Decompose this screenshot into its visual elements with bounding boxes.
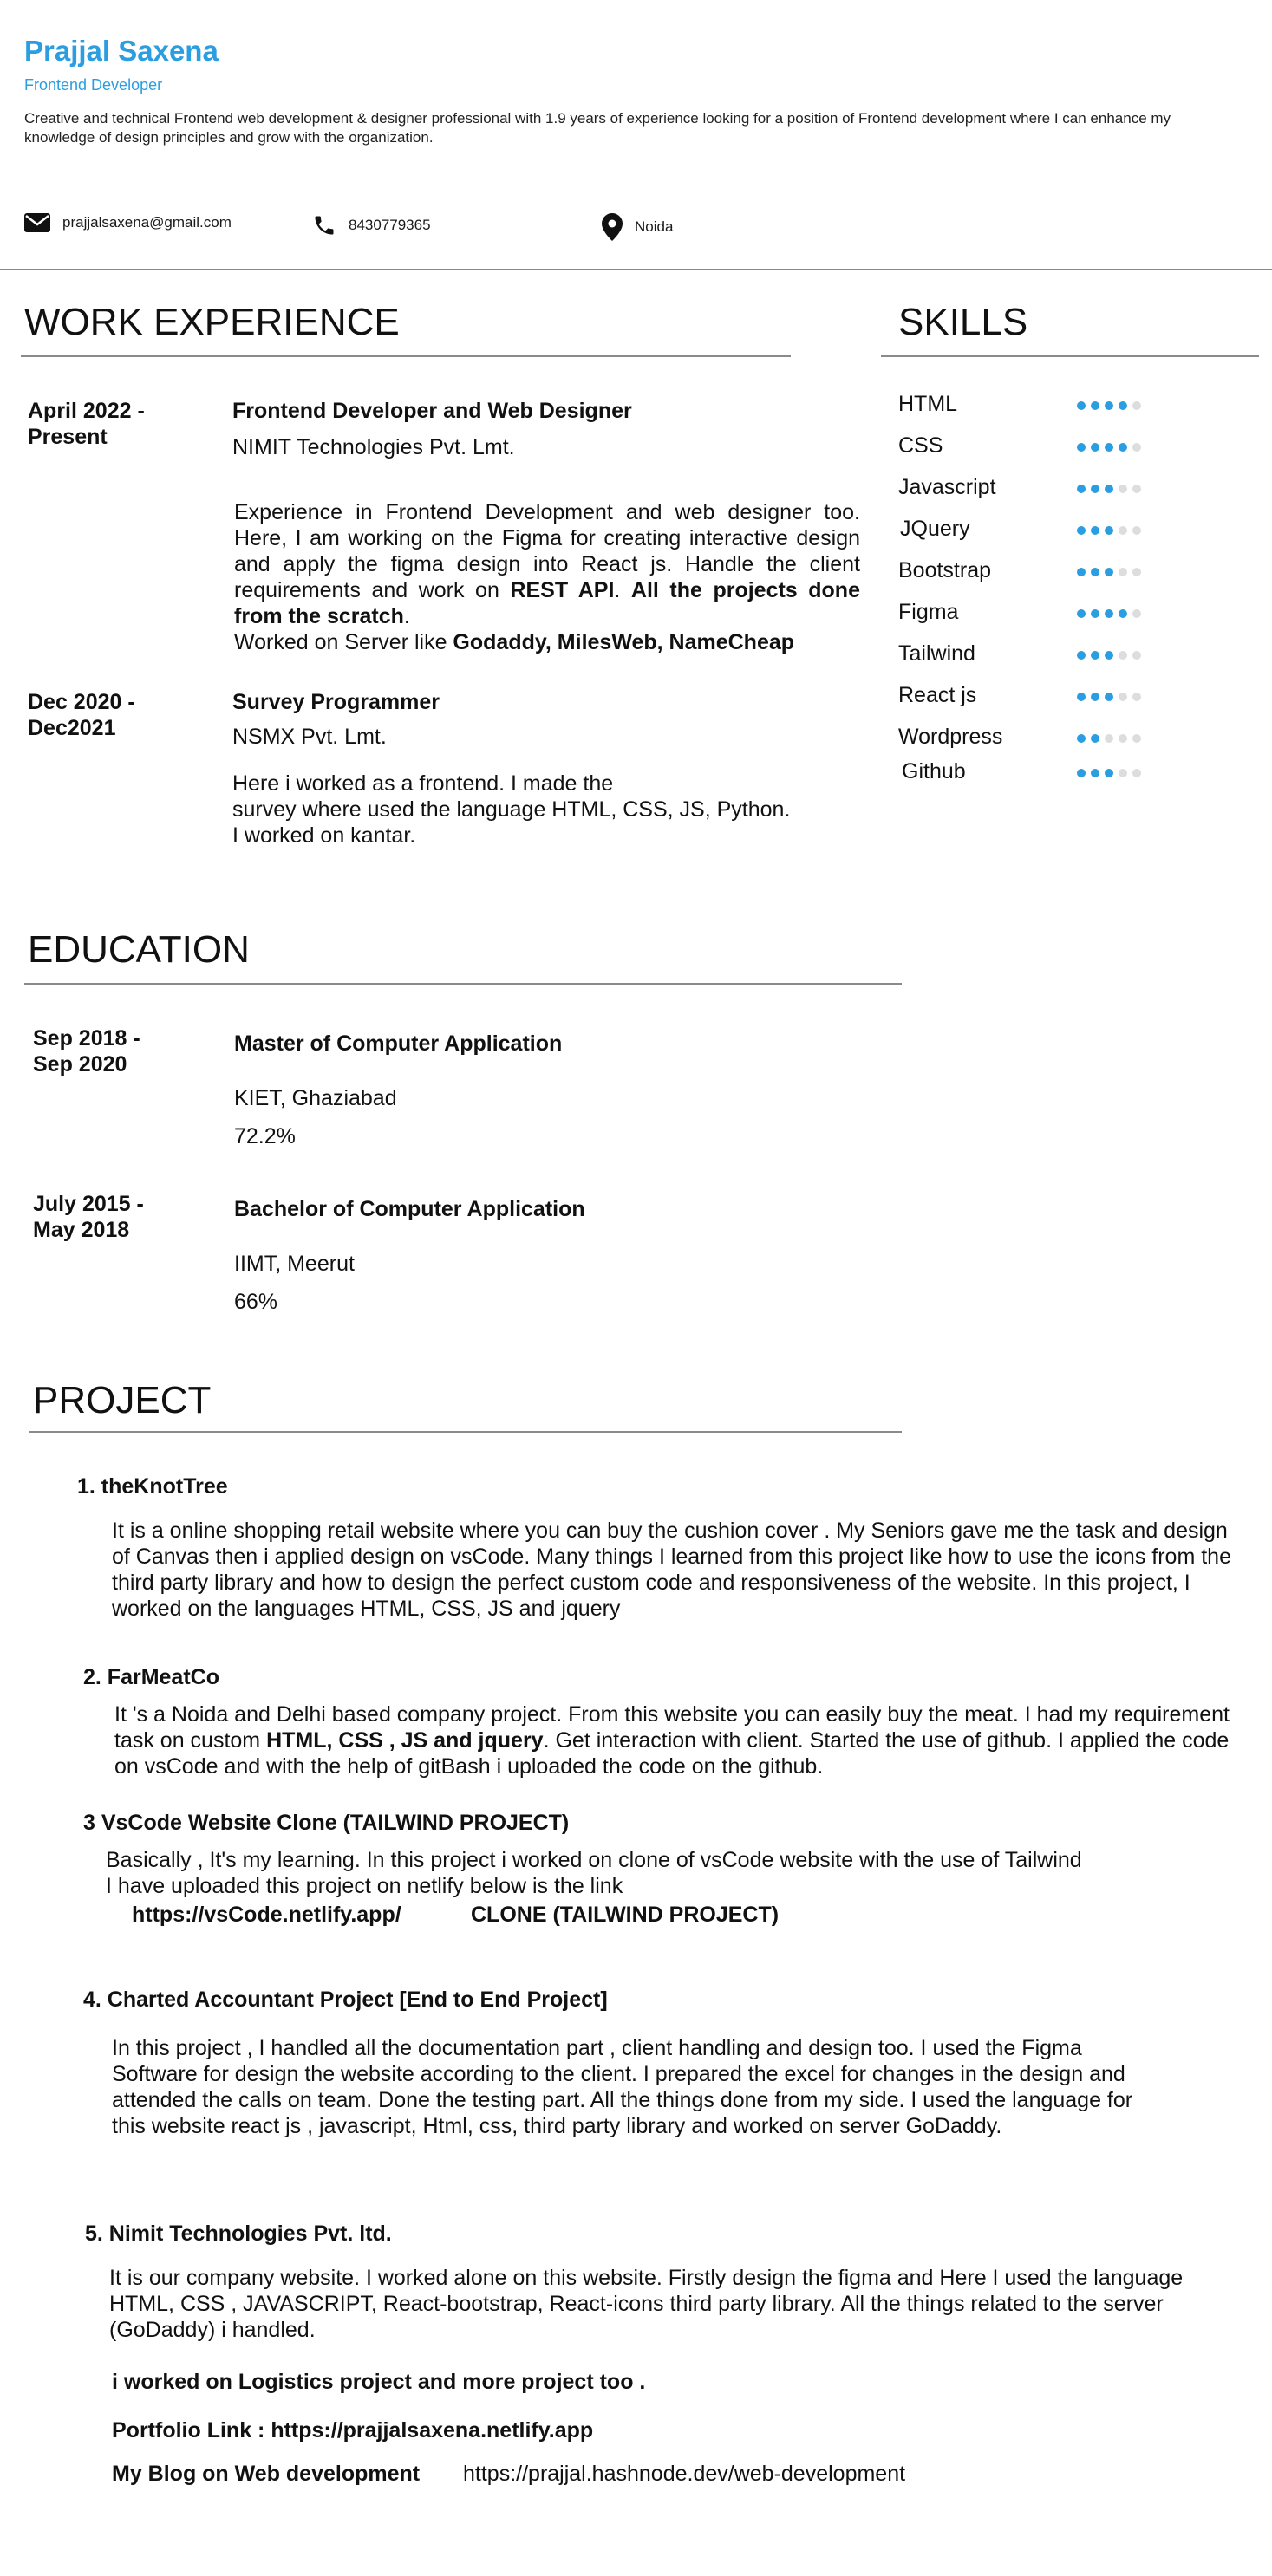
- rating-dot-empty: [1132, 769, 1141, 777]
- rating-dot-filled: [1091, 401, 1099, 410]
- project-title: 3 VsCode Website Clone (TAILWIND PROJECT): [83, 1811, 570, 1835]
- rating-dot-empty: [1105, 734, 1113, 743]
- skill-name: Figma: [898, 600, 959, 624]
- rating-dot-filled: [1077, 568, 1086, 576]
- rating-dot-filled: [1119, 443, 1127, 452]
- education-heading: EDUCATION: [28, 928, 250, 971]
- rating-dot-filled: [1091, 526, 1099, 535]
- rating-dot-empty: [1119, 769, 1127, 777]
- skills-heading-rule: [881, 355, 1259, 357]
- rating-dot-filled: [1119, 609, 1127, 618]
- skill-name: CSS: [898, 433, 943, 458]
- rating-dot-empty: [1132, 568, 1141, 576]
- education-score: 72.2%: [234, 1124, 296, 1148]
- rating-dot-filled: [1105, 609, 1113, 618]
- rating-dot-empty: [1119, 651, 1127, 660]
- rating-dot-filled: [1091, 693, 1099, 701]
- header-divider: [0, 269, 1272, 270]
- rating-dot-filled: [1077, 769, 1086, 777]
- skill-rating: [1077, 693, 1141, 701]
- job-description: Experience in Frontend Development and web designer too. Here, I am working on the Figma for creating interactive design and apply the figma design into React js. Handle the client requirements and work on REST API. All the projects done from the scratch.: [234, 500, 860, 628]
- rating-dot-empty: [1132, 443, 1141, 452]
- project-description: It 's a Noida and Delhi based company project. From this website you can easily buy the meat. I had my requirement task on custom HTML, CSS , JS and jquery. Get interaction with client. Started the use of github. I applied the code on vsCode and with the help of gitBash i uploaded the code on the github.: [114, 1702, 1230, 1779]
- location-text: Noida: [635, 218, 674, 235]
- phone-icon: [312, 213, 336, 237]
- rating-dot-filled: [1091, 443, 1099, 452]
- rating-dot-filled: [1077, 443, 1086, 452]
- rating-dot-empty: [1132, 693, 1141, 701]
- contact-phone: [312, 213, 431, 237]
- skill-name: JQuery: [900, 517, 970, 541]
- skill-name: HTML: [898, 392, 958, 416]
- education-degree: Master of Computer Application: [234, 1031, 563, 1056]
- project-heading-rule: [29, 1431, 902, 1433]
- skill-name: Wordpress: [898, 725, 1003, 749]
- project-description: It is our company website. I worked alone on this website. Firstly design the figma and Here I used the language HTML, CSS , JAVASCRIPT, React-bootstrap, React-icons third party library. All the things related to the server (GoDaddy) i handled.: [109, 2266, 1184, 2342]
- email-text[interactable]: prajjalsaxena@gmail.com: [62, 214, 232, 231]
- skill-rating: [1077, 609, 1141, 618]
- education-degree: Bachelor of Computer Application: [234, 1197, 585, 1221]
- job-servers: Worked on Server like Godaddy, MilesWeb, NameCheap: [234, 630, 795, 654]
- skill-rating: [1077, 401, 1141, 410]
- education-school: KIET, Ghaziabad: [234, 1086, 397, 1110]
- rating-dot-filled: [1091, 485, 1099, 493]
- rating-dot-filled: [1077, 609, 1086, 618]
- education-heading-rule: [24, 983, 902, 985]
- phone-text[interactable]: 8430779365: [349, 217, 431, 233]
- skill-rating: [1077, 769, 1141, 777]
- project-description: It is a online shopping retail website where you can buy the cushion cover . My Seniors gave me the task and design of Canvas then i applied design on vsCode. Many things I learned from this project like how to use the icons from the third party library and how to design the perfect custom code and responsiveness of the website. In this project, I worked on the languages HTML, CSS, JS and jquery: [112, 1519, 1231, 1621]
- rating-dot-empty: [1119, 568, 1127, 576]
- project-link[interactable]: https://vsCode.netlify.app/: [132, 1903, 401, 1927]
- rating-dot-filled: [1105, 485, 1113, 493]
- rating-dot-empty: [1132, 526, 1141, 535]
- skill-name: Github: [902, 759, 966, 784]
- rating-dot-filled: [1091, 651, 1099, 660]
- rating-dot-filled: [1077, 651, 1086, 660]
- skill-name: Javascript: [898, 475, 996, 499]
- blog-label: My Blog on Web development: [112, 2462, 421, 2486]
- profile-summary: Creative and technical Frontend web development & designer professional with 1.9 years of experience looking for a position of Frontend development where I can enhance my knowledge of design principles and grow with the organization.: [24, 110, 1171, 146]
- rating-dot-empty: [1119, 485, 1127, 493]
- rating-dot-empty: [1132, 401, 1141, 410]
- rating-dot-empty: [1132, 734, 1141, 743]
- project-description: In this project , I handled all the documentation part , client handling and design too. I used the Figma Software for design the website according to the client. I prepared the excel for changes in the design and attended the calls on team. Done the testing part. All the things done from my side. I used the language for this website react js , javascript, Html, css, third party library and worked on server GoDaddy.: [112, 2036, 1133, 2138]
- logistics-note: i worked on Logistics project and more project too .: [112, 2370, 646, 2394]
- project-title: 5. Nimit Technologies Pvt. ltd.: [85, 2221, 392, 2246]
- work-heading-rule: [21, 355, 791, 357]
- rating-dot-filled: [1091, 568, 1099, 576]
- project-title: 1. theKnotTree: [77, 1474, 228, 1499]
- skill-name: Bootstrap: [898, 558, 992, 582]
- project-title: 2. FarMeatCo: [83, 1665, 219, 1689]
- education-score: 66%: [234, 1290, 278, 1314]
- contact-email: [24, 213, 232, 232]
- rating-dot-filled: [1105, 769, 1113, 777]
- rating-dot-empty: [1119, 526, 1127, 535]
- education-date: July 2015 - May 2018: [33, 1192, 144, 1242]
- location-pin-icon: [602, 213, 623, 241]
- work-experience-heading: WORK EXPERIENCE: [24, 301, 400, 343]
- rating-dot-filled: [1119, 401, 1127, 410]
- skill-rating: [1077, 651, 1141, 660]
- rating-dot-empty: [1119, 734, 1127, 743]
- rating-dot-filled: [1105, 693, 1113, 701]
- candidate-name: Prajjal Saxena: [24, 35, 219, 67]
- project-link-label: CLONE (TAILWIND PROJECT): [471, 1903, 780, 1927]
- contact-location: [602, 213, 673, 241]
- rating-dot-empty: [1132, 651, 1141, 660]
- skill-rating: [1077, 443, 1141, 452]
- mail-icon: [24, 213, 50, 232]
- rating-dot-filled: [1091, 734, 1099, 743]
- skill-rating: [1077, 734, 1141, 743]
- rating-dot-empty: [1132, 609, 1141, 618]
- rating-dot-filled: [1105, 401, 1113, 410]
- job-company: NIMIT Technologies Pvt. Lmt.: [232, 435, 515, 459]
- education-date: Sep 2018 - Sep 2020: [33, 1026, 140, 1077]
- skill-rating: [1077, 526, 1141, 535]
- skills-heading: SKILLS: [898, 301, 1028, 343]
- blog-link[interactable]: https://prajjal.hashnode.dev/web-development: [463, 2462, 906, 2486]
- job-title: Survey Programmer: [232, 690, 440, 714]
- project-heading: PROJECT: [33, 1379, 212, 1421]
- rating-dot-filled: [1105, 651, 1113, 660]
- rating-dot-filled: [1077, 485, 1086, 493]
- rating-dot-filled: [1091, 609, 1099, 618]
- skill-rating: [1077, 485, 1141, 493]
- job-date: April 2022 - Present: [28, 399, 145, 449]
- project-description: Basically , It's my learning. In this project i worked on clone of vsCode website with the use of Tailwind I have uploaded this project on netlify below is the link: [106, 1848, 1082, 1898]
- candidate-role: Frontend Developer: [24, 76, 163, 94]
- rating-dot-filled: [1077, 401, 1086, 410]
- rating-dot-filled: [1105, 526, 1113, 535]
- job-company: NSMX Pvt. Lmt.: [232, 725, 387, 749]
- rating-dot-empty: [1119, 693, 1127, 701]
- skill-name: Tailwind: [898, 641, 975, 666]
- job-date: Dec 2020 - Dec2021: [28, 690, 135, 740]
- education-school: IIMT, Meerut: [234, 1252, 355, 1276]
- job-description: Here i worked as a frontend. I made the survey where used the language HTML, CSS, JS, Python. I worked on kantar.: [232, 771, 791, 848]
- rating-dot-filled: [1105, 568, 1113, 576]
- rating-dot-filled: [1091, 769, 1099, 777]
- portfolio-link[interactable]: https://prajjalsaxena.netlify.app: [271, 2418, 594, 2443]
- portfolio-line: Portfolio Link : https://prajjalsaxena.netlify.app: [112, 2418, 594, 2443]
- rating-dot-filled: [1105, 443, 1113, 452]
- project-title: 4. Charted Accountant Project [End to End Project]: [83, 1987, 608, 2012]
- rating-dot-filled: [1077, 526, 1086, 535]
- job-title: Frontend Developer and Web Designer: [232, 399, 632, 423]
- skill-name: React js: [898, 683, 977, 707]
- rating-dot-filled: [1077, 734, 1086, 743]
- rating-dot-filled: [1077, 693, 1086, 701]
- rating-dot-empty: [1132, 485, 1141, 493]
- skill-rating: [1077, 568, 1141, 576]
